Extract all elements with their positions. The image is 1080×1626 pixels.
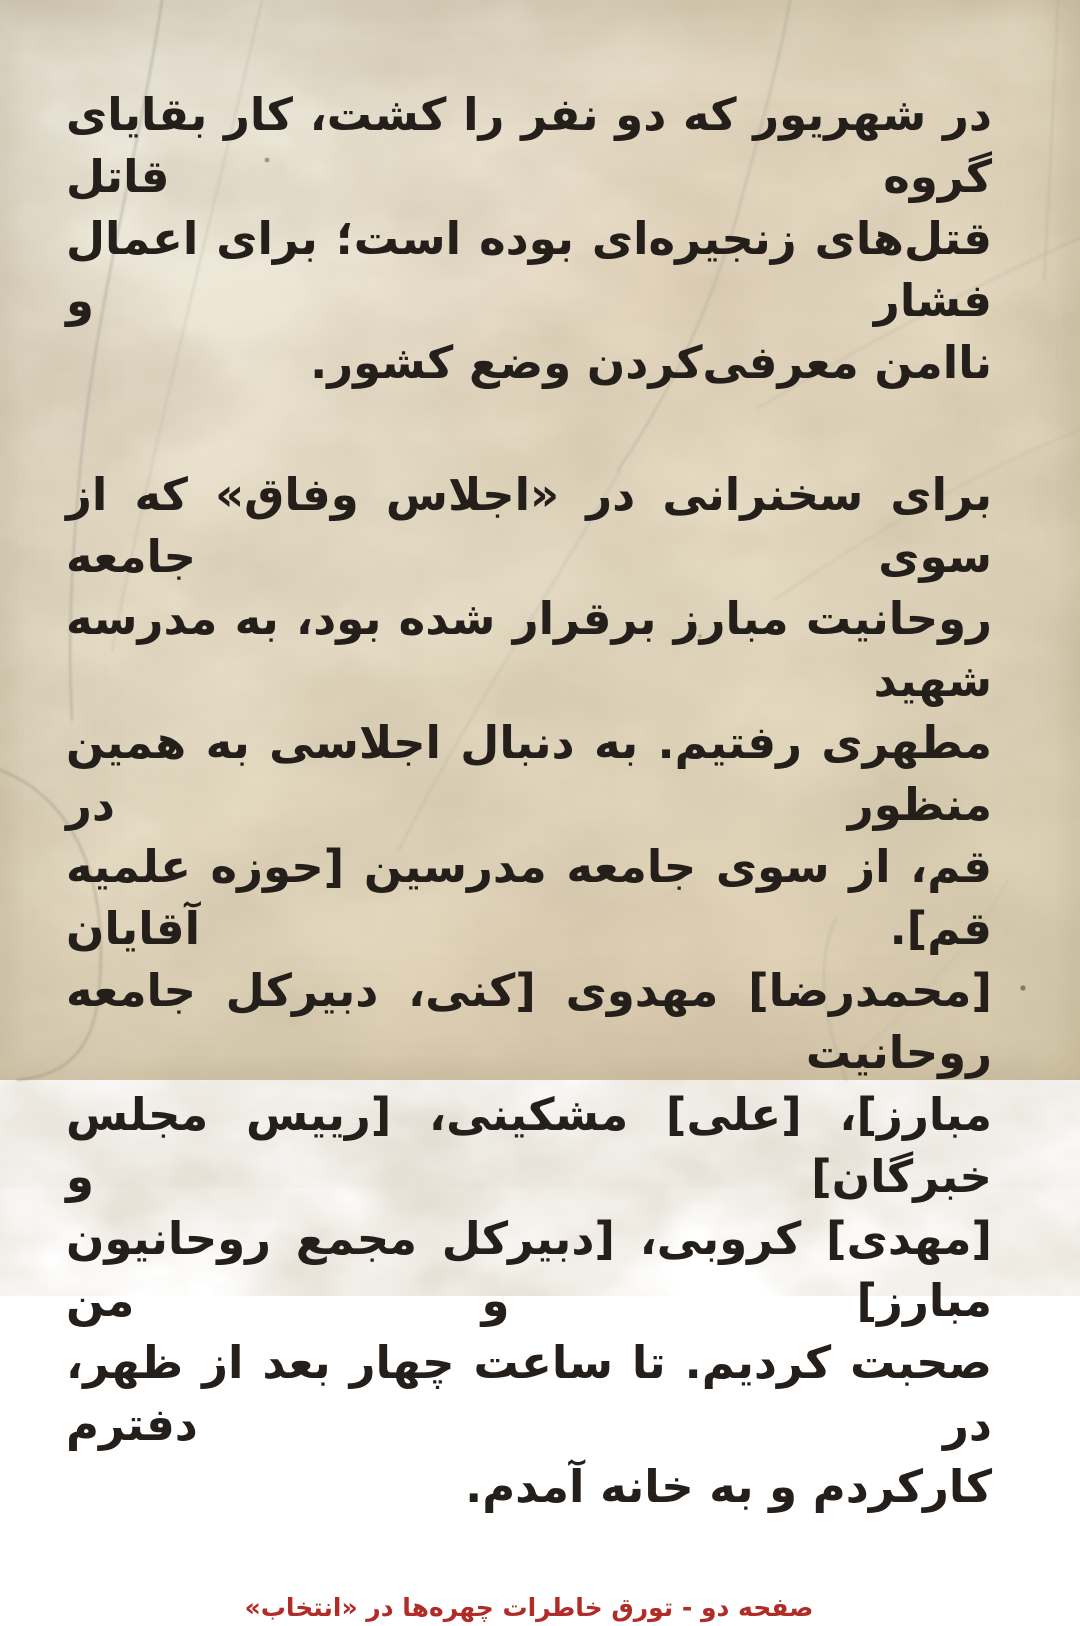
page-footer — [66, 1590, 992, 1626]
text-line: برای سخنرانی در «اجلاس وفاق» که از سوی جامعه — [66, 468, 992, 583]
text-line: روحانیت مبارز برقرار شده بود، به مدرسه شهید — [66, 592, 992, 707]
text-line: در شهریور که دو نفر را کشت، کار بقایای گروه قاتل — [66, 88, 992, 203]
footer-caption: صفحه دو - تورق خاطرات چهره‌ها در «انتخاب» — [244, 1593, 814, 1622]
text-line: [محمدرضا] مهدوی [کنی، دبیرکل جامعه روحانیت — [66, 964, 992, 1079]
text-line: صحبت کردیم. تا ساعت چهار بعد از ظهر، در دفترم — [66, 1336, 992, 1451]
text-line: قم، از سوی جامعه مدرسین [حوزه علمیه قم]. آقایان — [66, 840, 992, 955]
text-line: مطهری رفتیم. به دنبال اجلاسی به همین منظور در — [66, 716, 992, 831]
text-line: قتل‌های زنجیره‌ای بوده است؛ برای اعمال فشار و — [66, 212, 992, 327]
paragraph-2 — [66, 464, 992, 1518]
text-line: [مهدی] کروبی، [دبیرکل مجمع روحانیون مبارز] و من — [66, 1212, 992, 1327]
paragraph-1 — [66, 84, 992, 394]
text-line: ناامن معرفی‌کردن وضع کشور. — [310, 336, 992, 389]
text-line: مبارز]، [علی] مشکینی، [رییس مجلس خبرگان] و — [66, 1088, 992, 1203]
text-line: کارکردم و به خانه آمدم. — [465, 1460, 992, 1513]
